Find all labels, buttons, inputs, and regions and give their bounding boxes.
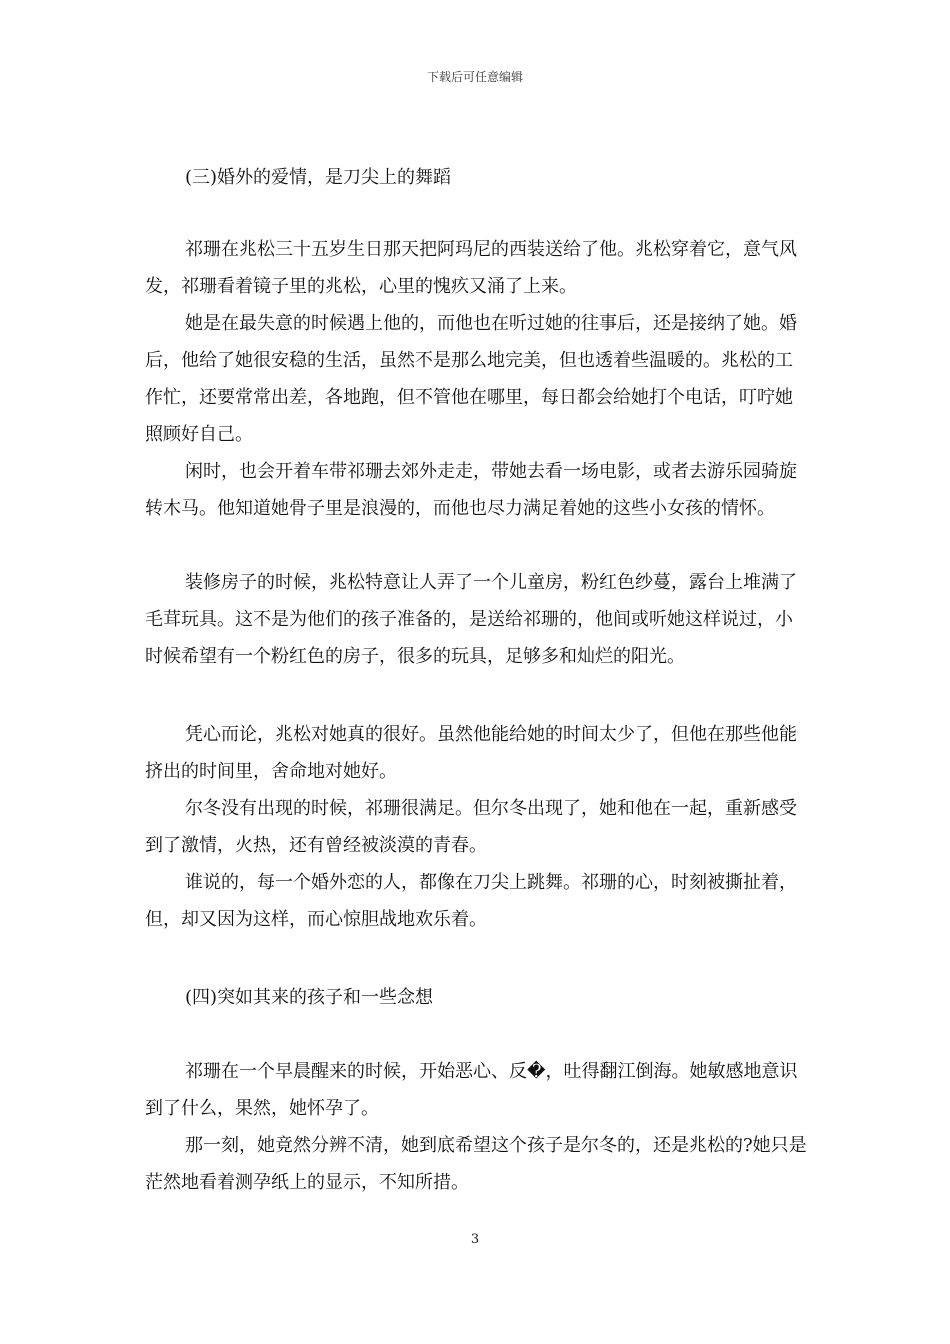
paragraph: 尔冬没有出现的时候，祁珊很满足。但尔冬出现了，她和他在一起，重新感受到了激情，火热，还有曾经被淡漠的青春。 <box>145 798 797 856</box>
paragraph: 凭心而论，兆松对她真的很好。虽然他能给她的时间太少了，但他在那些他能挤出的时间里，舍命地对她好。 <box>145 724 797 782</box>
page-header: 下载后可任意编辑 <box>426 70 523 84</box>
paragraph: 祁珊在兆松三十五岁生日那天把阿玛尼的西装送给了他。兆松穿着它，意气风发，祁珊看着镜子里的兆松，心里的愧疚又涌了上来。 <box>145 239 797 297</box>
paragraph: 她是在最失意的时候遇上他的，而他也在听过她的往事后，还是接纳了她。婚后，他给了她很安稳的生活，虽然不是那么地完美，但也透着些温暖的。兆松的工作忙，还要常常出差，各地跑，但不管他在哪里，每日都会给她打个电话，叮咛她照顾好自己。 <box>145 313 797 445</box>
paragraph: 谁说的，每一个婚外恋的人，都像在刀尖上跳舞。祁珊的心，时刻被撕扯着，但，却又因为这样，而心惊胆战地欢乐着。 <box>145 872 797 930</box>
paragraph: 那一刻，她竟然分辨不清，她到底希望这个孩子是尔冬的，还是兆松的?她只是茫然地看着测孕纸上的显示，不知所措。 <box>145 1135 807 1193</box>
section-heading-3: (三)婚外的爱情，是刀尖上的舞蹈 <box>185 167 452 188</box>
page-number: 3 <box>470 1232 480 1247</box>
paragraph: 祁珊在一个早晨醒来的时候，开始恶心、反�，吐得翻江倒海。她敏感地意识到了什么，果然，她怀孕了。 <box>145 1061 798 1119</box>
paragraph: 装修房子的时候，兆松特意让人弄了一个儿童房，粉红色纱蔓，露台上堆满了毛茸玩具。这不是为他们的孩子准备的，是送给祁珊的，他间或听她这样说过，小时候希望有一个粉红色的房子，很多的玩具，足够多和灿烂的阳光。 <box>145 572 797 667</box>
paragraph: 闲时，也会开着车带祁珊去郊外走走，带她去看一场电影，或者去游乐园骑旋转木马。他知道她骨子里是浪漫的，而他也尽力满足着她的这些小女孩的情怀。 <box>145 461 797 519</box>
section-heading-4: (四)突如其来的孩子和一些念想 <box>185 987 434 1008</box>
